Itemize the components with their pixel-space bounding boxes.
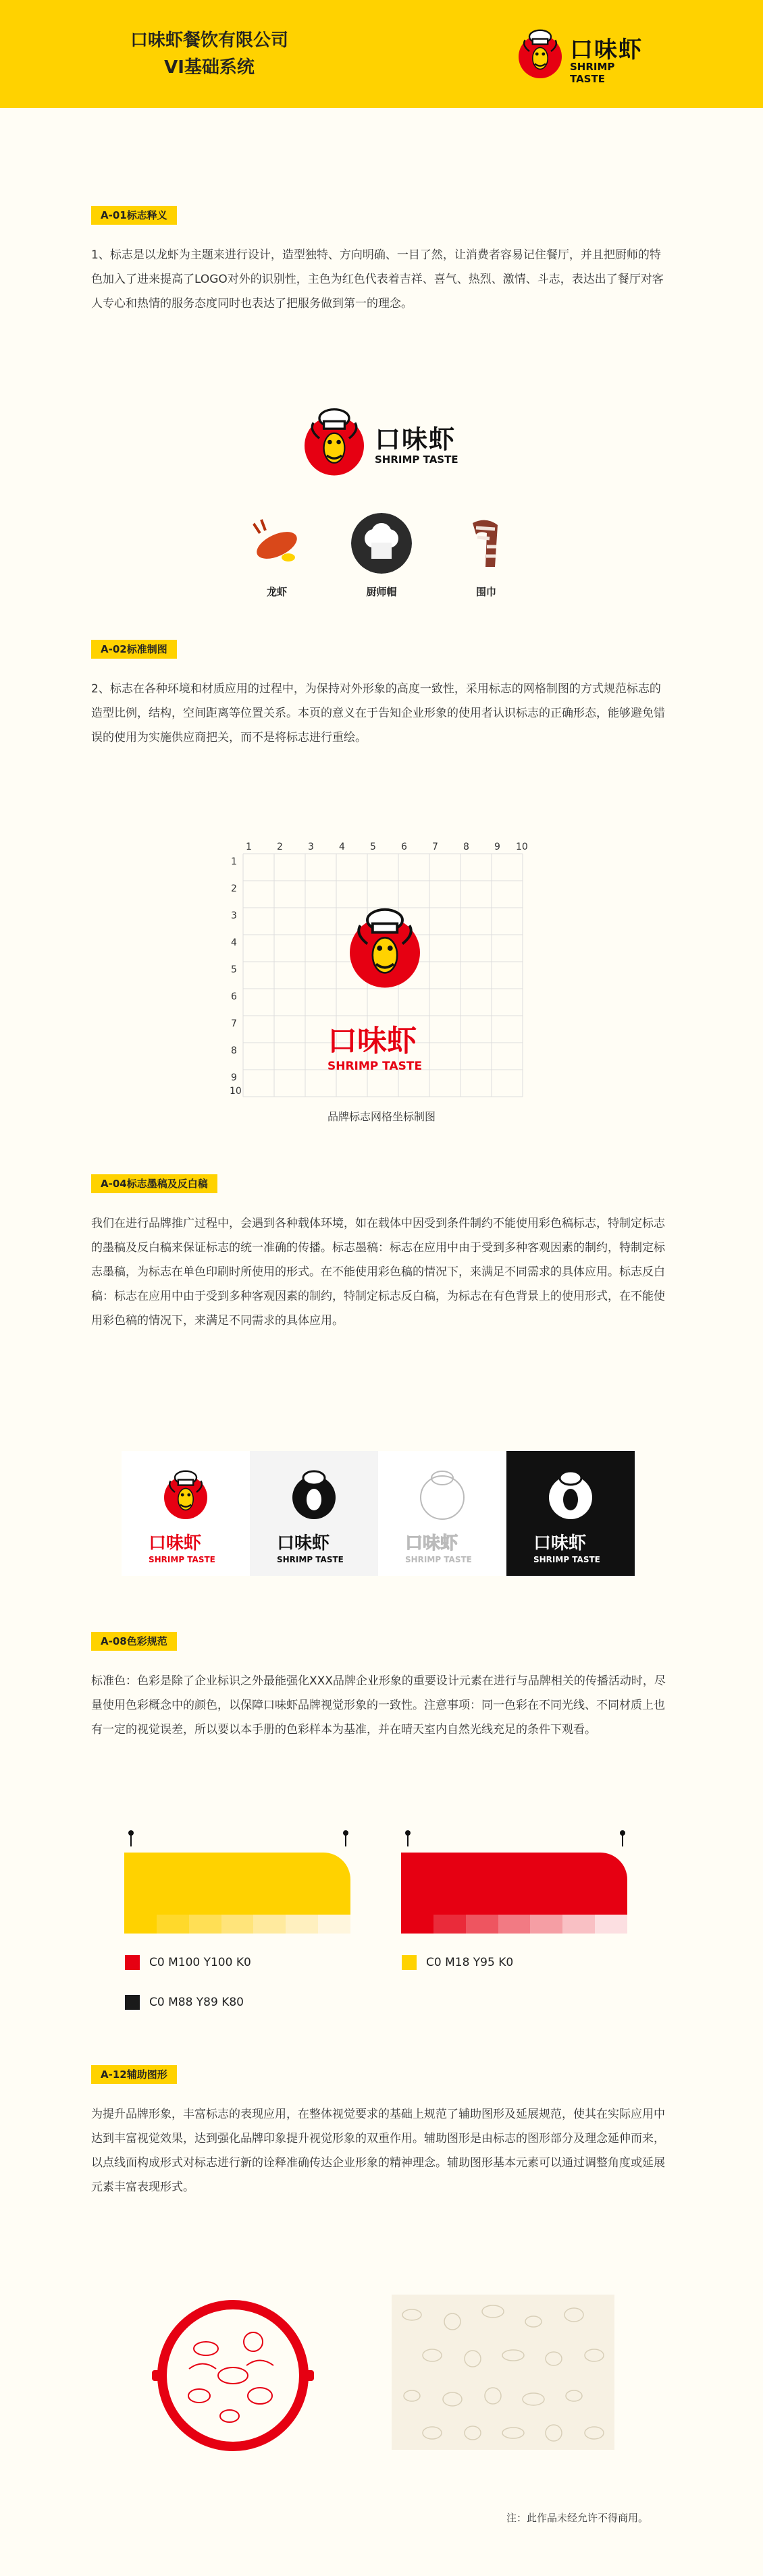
logo-cn-name: 口味虾 — [375, 424, 456, 454]
grid-row-number: 10 — [230, 1086, 242, 1097]
chef-hat-icon — [351, 513, 412, 574]
element-chef-hat — [344, 513, 419, 599]
auxiliary-graphic-plate — [152, 2295, 314, 2457]
grid-col-number: 5 — [370, 842, 376, 852]
section-text-a08: 标准色：色彩是除了企业标识之外最能强化XXX品牌企业形象的重要设计元素在进行与品牌相关的传播活动时，尽量使用色彩概念中的颜色，以保障口味虾品牌视觉形象的一致性。注意事项：同一色彩在不同光线、不同材质上也有一定的视觉误差，所以要以本手册的色彩样本为基准，并在晴天室内自然光线充足的条件下观看。 — [91, 1674, 666, 1736]
grid-row-number: 3 — [231, 910, 237, 921]
section-tag-a08: A-08色彩规范 — [91, 1632, 177, 1651]
color-value-yellow — [402, 1954, 513, 1971]
logo-variant-outline — [378, 1451, 506, 1576]
grid-figure — [230, 840, 533, 1110]
red-code: C0 M100 Y100 K0 — [149, 1956, 251, 1969]
pin-icon — [128, 1830, 134, 1846]
grid-row-number: 6 — [231, 991, 237, 1002]
logo-grid-diagram — [230, 840, 533, 1124]
variant-en: SHRIMP TASTE — [277, 1555, 344, 1564]
pin-icon — [620, 1830, 625, 1846]
logo-variant-ink — [250, 1451, 378, 1576]
variant-cn: 口味虾 — [405, 1533, 458, 1554]
element-lobster — [240, 513, 314, 599]
logo-en-name: SHRIMP TASTE — [570, 61, 615, 85]
scarf-icon — [456, 513, 517, 574]
auxiliary-pattern — [392, 2295, 614, 2450]
header-logo — [513, 27, 648, 85]
red-chip — [125, 1955, 140, 1970]
element-scarf-label: 围巾 — [475, 586, 496, 598]
element-lobster-label: 龙虾 — [266, 586, 287, 598]
shrimp-mascot-icon — [297, 405, 371, 479]
section-text-a01: 1、标志是以龙虾为主题来进行设计，造型独特、方向明确、一目了然，让消费者容易记住餐厅，并且把厨师的特色加入了进来提高了LOGO对外的识别性，主色为红色代表着吉祥、喜气、热烈、激情、斗志，表达出了餐厅对客人专心和热情的服务态度同时也表达了把服务做到第一的理念。 — [91, 248, 664, 310]
section-tag-a02: A-02标准制图 — [91, 640, 177, 659]
section-text-a02: 2、标志在各种环境和材质应用的过程中，为保持对外形象的高度一致性，采用标志的网格制图的方式规范标志的造型比例，结构，空间距离等位置关系。本页的意义在于告知企业形象的使用者认识标志的正确形态，能够避免错误的使用为实施供应商把关，而不是将标志进行重绘。 — [91, 682, 665, 744]
logo-variant-reverse — [506, 1451, 635, 1576]
element-scarf — [449, 513, 523, 599]
black-chip — [125, 1995, 140, 2010]
grid-logo-cn: 口味虾 — [327, 1024, 417, 1058]
color-swatch-yellow — [124, 1853, 350, 1934]
element-chef-hat-label: 厨师帽 — [366, 586, 397, 598]
yellow-chip — [402, 1955, 417, 1970]
pin-icon — [405, 1830, 411, 1846]
copyright-note: 注：此作品未经允许不得商用。 — [506, 2512, 649, 2524]
grid-row-number: 1 — [231, 856, 237, 867]
grid-col-number: 6 — [401, 842, 407, 852]
grid-col-number: 1 — [246, 842, 252, 852]
company-name: 口味虾餐饮有限公司 — [130, 30, 288, 51]
lobster-icon — [246, 513, 307, 574]
section-text-a12: 为提升品牌形象，丰富标志的表现应用，在整体视觉要求的基础上规范了辅助图形及延展规范，使其在实际应用中达到丰富视觉效果，达到强化品牌印象提升视觉形象的双重作用。辅助图形是由标志的图形部分及理念延伸而来，以点线面构成形式对标志进行新的诠释准确传达企业形象的精神理念。辅助图形基本元素可以通过调整角度或延展元素丰富表现形式。 — [91, 2108, 665, 2194]
grid-row-number: 7 — [231, 1018, 237, 1029]
grid-col-number: 4 — [339, 842, 345, 852]
seafood-pattern-icon — [392, 2295, 614, 2450]
grid-col-number: 9 — [494, 842, 500, 852]
pin-icon — [343, 1830, 348, 1846]
tint-strip — [401, 1915, 627, 1934]
brand-logo — [297, 398, 466, 493]
section-tag-a04: A-04标志墨稿及反白稿 — [91, 1174, 217, 1193]
grid-caption: 品牌标志网格坐标制图 — [327, 1110, 436, 1123]
variant-en: SHRIMP TASTE — [149, 1555, 215, 1564]
variant-en: SHRIMP TASTE — [533, 1555, 600, 1564]
section-tag-a12: A-12辅助图形 — [91, 2065, 177, 2084]
logo-variant-color — [122, 1451, 250, 1576]
grid-col-number: 3 — [308, 842, 314, 852]
grid-logo-en: SHRIMP TASTE — [327, 1060, 423, 1073]
grid-col-number: 10 — [516, 842, 528, 852]
grid-row-number: 2 — [231, 883, 237, 894]
seafood-plate-icon — [152, 2295, 314, 2457]
black-code: C0 M88 Y89 K80 — [149, 1996, 244, 2009]
color-swatch-red — [401, 1853, 627, 1934]
section-tag-a01: A-01标志释义 — [91, 206, 177, 225]
tint-strip — [124, 1915, 350, 1934]
header-bar — [0, 0, 763, 108]
company-title — [128, 27, 290, 81]
logo-cn-name: 口味虾 — [570, 36, 643, 63]
color-value-red — [125, 1954, 251, 1971]
system-name: VI基础系统 — [164, 57, 255, 78]
shrimp-mascot-icon — [513, 27, 567, 81]
variant-cn: 口味虾 — [277, 1533, 330, 1554]
grid-row-number: 4 — [231, 937, 237, 948]
logo-en-name: SHRIMP TASTE — [375, 454, 458, 466]
color-value-black — [125, 1994, 244, 2010]
grid-row-number: 9 — [231, 1072, 237, 1083]
grid-col-number: 2 — [277, 842, 283, 852]
grid-row-number: 8 — [231, 1045, 237, 1056]
grid-row-number: 5 — [231, 964, 237, 975]
grid-col-number: 7 — [432, 842, 438, 852]
variant-en: SHRIMP TASTE — [405, 1555, 472, 1564]
yellow-code: C0 M18 Y95 K0 — [426, 1956, 514, 1969]
variant-cn: 口味虾 — [149, 1533, 202, 1554]
variant-cn: 口味虾 — [533, 1533, 587, 1554]
section-text-a04: 我们在进行品牌推广过程中，会遇到各种载体环境，如在载体中因受到条件制约不能使用彩色稿标志，特制定标志的墨稿及反白稿来保证标志的统一准确的传播。标志墨稿：标志在应用中由于受到多种客观因素的制约，特制定标志墨稿，为标志在单色印刷时所使用的形式。在不能使用彩色稿的情况下，来满足不同需求的具体应用。标志反白稿：标志在应用中由于受到多种客观因素的制约，特制定标志反白稿，为标志在有色背景上的使用形式，在不能使用彩色稿的情况下，来满足不同需求的具体应用。 — [91, 1217, 665, 1327]
grid-col-number: 8 — [463, 842, 469, 852]
